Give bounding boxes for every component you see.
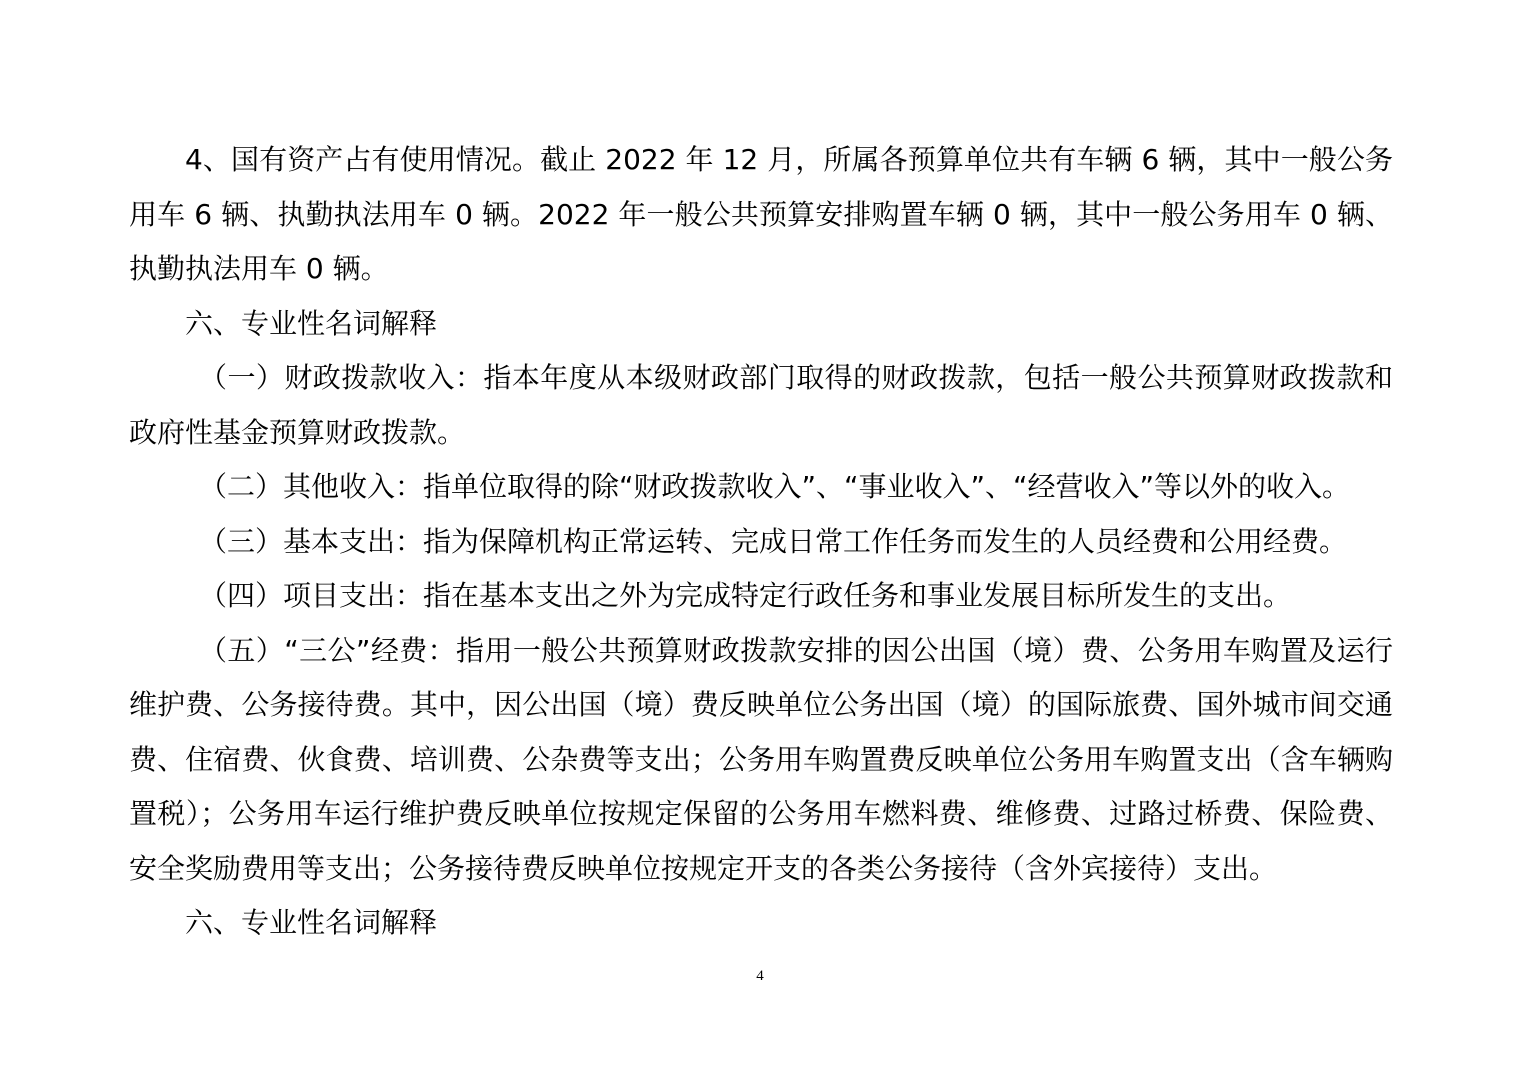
paragraph-term-three-public-expenses: （五）“三公”经费：指用一般公共预算财政拨款安排的因公出国（境）费、公务用车购置及运行维护费、公务接待费。其中，因公出国（境）费反映单位公务出国（境）的国际旅费、国外城市间交通费、住宿费、伙食费、培训费、公杂费等支出；公务用车购置费反映单位公务用车购置支出（含车辆购置税）；公务用车运行维护费反映单位按规定保留的公务用车燃料费、维修费、过路过桥费、保险费、安全奖励费用等支出；公务接待费反映单位按规定开支的各类公务接待（含外宾接待）支出。 [129,633,1393,885]
paragraph-state-assets: 4、国有资产占有使用情况。截止 2022 年 12 月，所属各预算单位共有车辆 6 辆，其中一般公务用车 6 辆、执勤执法用车 0 辆。2022 年一般公共预算安排购置车辆 0 辆，其中一般公务用车 0 辆、执勤执法用车 0 辆。 [129,143,1393,285]
paragraph-term-basic-expenditure: （三）基本支出：指为保障机构正常运转、完成日常工作任务而发生的人员经费和公用经费。 [199,524,1348,558]
paragraph-term-other-income: （二）其他收入：指单位取得的除“财政拨款收入”、“事业收入”、“经营收入”等以外的收入。 [199,470,1351,503]
body-text [129,133,1393,951]
section-heading-terms: 六、专业性名词解释 [185,306,438,340]
page-number: 4 [756,968,764,984]
paragraph-term-fiscal-appropriation: （一）财政拨款收入：指本年度从本级财政部门取得的财政拨款，包括一般公共预算财政拨款和政府性基金预算财政拨款。 [129,361,1393,449]
section-heading-terms-repeat: 六、专业性名词解释 [185,906,438,939]
paragraph-term-project-expenditure: （四）项目支出：指在基本支出之外为完成特定行政任务和事业发展目标所发生的支出。 [199,579,1292,612]
